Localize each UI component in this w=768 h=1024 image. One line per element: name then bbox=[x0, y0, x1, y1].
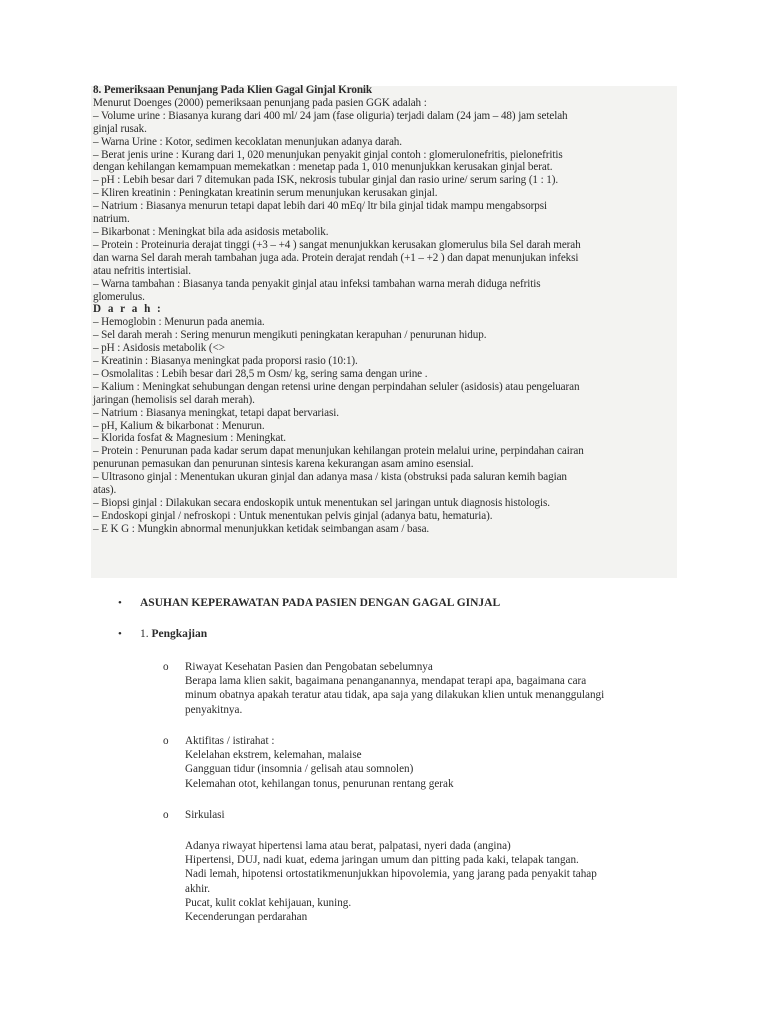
text-line: – Natrium : Biasanya meningkat, tetapi dapat bervariasi. bbox=[93, 406, 339, 419]
text-line: – Warna Urine : Kotor, sedimen kecoklatan menunjukan adanya darah. bbox=[93, 135, 402, 148]
sub-item-line: Kecenderungan perdarahan bbox=[185, 911, 308, 924]
text-line: – Protein : Penurunan pada kadar serum dapat menunjukan kehilangan protein melalui urine, perpindahan cairan bbox=[93, 445, 584, 458]
text-line: dan warna Sel darah merah tambahan juga ada. Protein derajat rendah (+1 – +2 ) dan dapat menunjukan infeksi bbox=[93, 251, 579, 264]
text-line: dengan kehilangan kemampuan memekatkan : menetap pada 1, 010 menunjukkan kerusakan ginjal berat. bbox=[93, 161, 553, 174]
text-line: Menurut Doenges (2000) pemeriksaan penunjang pada pasien GGK adalah : bbox=[93, 96, 427, 109]
pengkajian-heading bbox=[140, 628, 207, 641]
asuhan-heading: ASUHAN KEPERAWATAN PADA PASIEN DENGAN GAGAL GINJAL bbox=[140, 597, 501, 609]
sub-item-line: penyakitnya. bbox=[185, 703, 243, 716]
examination-lines bbox=[93, 97, 677, 304]
text-line: – Kalium : Meningkat sehubungan dengan retensi urine dengan perpindahan seluler (asidosis) atau pengeluaran bbox=[93, 380, 580, 393]
bullet-icon: • bbox=[118, 597, 122, 609]
text-line: – pH, Kalium & bikarbonat : Menurun. bbox=[93, 419, 265, 432]
sub-item-line: akhir. bbox=[185, 882, 211, 895]
sub-item-line: Berapa lama klien sakit, bagaimana penanganannya, mendapat terapi apa, bagaimana cara bbox=[185, 675, 587, 688]
text-line: – Sel darah merah : Sering menurun mengikuti peningkatan kerapuhan / penurunan hidup. bbox=[93, 329, 487, 342]
text-line: – Volume urine : Biasanya kurang dari 400 ml/ 24 jam (fase oliguria) terjadi dalam (24 jam – 48) jam setelah bbox=[93, 109, 568, 122]
text-line: – Warna tambahan : Biasanya tanda penyakit ginjal atau infeksi tambahan warna merah diduga nefritis bbox=[93, 277, 541, 290]
sub-item-line: Nadi lemah, hipotensi ortostatikmenunjukkan hipovolemia, yang jarang pada penyakit tahap bbox=[185, 868, 597, 881]
circle-bullet-icon: o bbox=[163, 735, 169, 747]
pengkajian-number: 1. bbox=[140, 628, 149, 640]
bullet-icon: • bbox=[118, 628, 122, 640]
sub-item-line: Adanya riwayat hipertensi lama atau berat, palpatasi, nyeri dada (angina) bbox=[185, 840, 511, 852]
text-line: – Endoskopi ginjal / nefroskopi : Untuk menentukan pelvis ginjal (adanya batu, hematuria). bbox=[93, 509, 493, 522]
text-line: penurunan pemasukan dan penurunan sintesis karena kekurangan asam amino esensial. bbox=[93, 458, 474, 471]
text-line: glomerulus. bbox=[93, 290, 145, 303]
sub-item-line: minum obatnya apakah teratur atau tidak, apa saja yang dilakukan klien untuk menanggulangi bbox=[185, 689, 605, 702]
text-line: – Natrium : Biasanya menurun tetapi dapat lebih dari 40 mEq/ ltr bila ginjal tidak mampu mengabsorpsi bbox=[93, 200, 547, 213]
text-line: atas). bbox=[93, 484, 117, 497]
text-line: – E K G : Mungkin abnormal menunjukkan ketidak seimbangan asam / basa. bbox=[93, 522, 430, 535]
text-line: atau nefritis intertisial. bbox=[93, 264, 191, 277]
text-line: – Berat jenis urine : Kurang dari 1, 020 menunjukan penyakit ginjal contoh : glomerulonefritis, pielonefritis bbox=[93, 148, 563, 161]
sub-item-line: Hipertensi, DUJ, nadi kuat, edema jaringan umum dan pitting pada kaki, telapak tangan. bbox=[185, 854, 579, 867]
blood-examination-lines bbox=[93, 316, 677, 535]
text-line: – Osmolalitas : Lebih besar dari 28,5 m Osm/ kg, sering sama dengan urine . bbox=[93, 367, 428, 380]
text-line: – Protein : Proteinuria derajat tinggi (+3 – +4 ) sangat menunjukkan kerusakan glomerulus bila Sel darah merah bbox=[93, 238, 581, 251]
examination-section bbox=[93, 84, 677, 536]
sub-item-line: Gangguan tidur (insomnia / gelisah atau somnolen) bbox=[185, 763, 414, 776]
text-line: – pH : Lebih besar dari 7 ditemukan pada ISK, nekrosis tubular ginjal dan rasio urine/ serum saring (1 : 1). bbox=[93, 174, 559, 187]
text-line: natrium. bbox=[93, 213, 130, 226]
circle-bullet-icon: o bbox=[163, 661, 169, 673]
text-line: – Ultrasono ginjal : Menentukan ukuran ginjal dan adanya masa / kista (obstruksi pada saluran kemih bagian bbox=[93, 471, 567, 484]
text-line: ginjal rusak. bbox=[93, 122, 147, 135]
circle-bullet-icon: o bbox=[163, 809, 169, 821]
sub-item-line: Kelelahan ekstrem, kelemahan, malaise bbox=[185, 749, 362, 762]
text-line: – Biopsi ginjal : Dilakukan secara endoskopik untuk menentukan sel jaringan untuk diagnosis histologis. bbox=[93, 497, 550, 509]
text-line: – Hemoglobin : Menurun pada anemia. bbox=[93, 316, 265, 329]
pengkajian-label: Pengkajian bbox=[151, 628, 208, 640]
sub-item-line: Riwayat Kesehatan Pasien dan Pengobatan sebelumnya bbox=[185, 661, 433, 673]
section-heading: 8. Pemeriksaan Penunjang Pada Klien Gagal Ginjal Kronik bbox=[93, 84, 373, 96]
darah-heading: D a r a h : bbox=[93, 303, 163, 316]
sub-item-line: Sirkulasi bbox=[185, 809, 225, 821]
text-line: – Kliren kreatinin : Peningkatan kreatinin serum menunjukan kerusakan ginjal. bbox=[93, 187, 438, 200]
text-line: jaringan (hemolisis sel darah merah). bbox=[93, 393, 255, 406]
sub-item-line: Aktifitas / istirahat : bbox=[185, 735, 275, 747]
text-line: – Klorida fosfat & Magnesium : Meningkat. bbox=[93, 432, 286, 445]
sub-item-line: Pucat, kulit coklat kehijauan, kuning. bbox=[185, 896, 352, 909]
sub-item-line: Kelemahan otot, kehilangan tonus, penurunan rentang gerak bbox=[185, 777, 454, 790]
text-line: – Kreatinin : Biasanya meningkat pada proporsi rasio (10:1). bbox=[93, 355, 358, 368]
text-line: – Bikarbonat : Meningkat bila ada asidosis metabolik. bbox=[93, 225, 329, 238]
text-line: – pH : Asidosis metabolik (<> bbox=[93, 342, 225, 355]
